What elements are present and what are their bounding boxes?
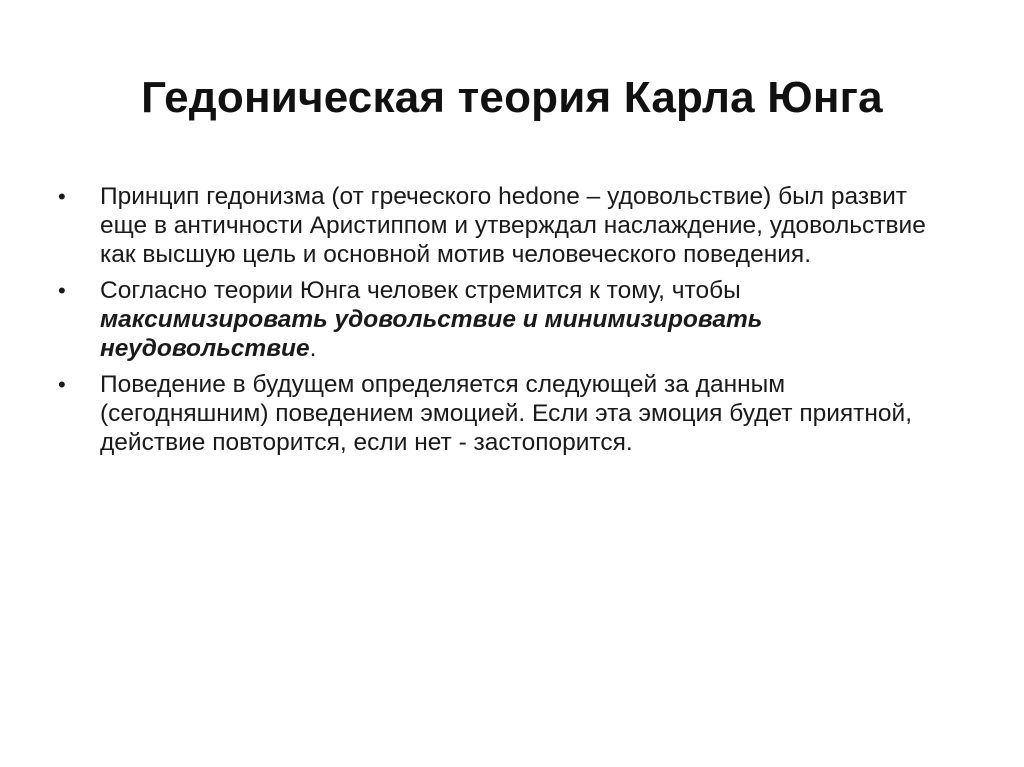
bullet-list (58, 182, 938, 464)
bullet-text: Поведение в будущем определяется следующей за данным (сегодняшним) поведением эмоцией. Если эта эмоция будет приятной, действие повторится, если нет - застопорится. (100, 371, 913, 456)
bullet-item-2 (58, 276, 938, 363)
bullet-marker: • (58, 278, 66, 303)
bullet-marker: • (58, 372, 66, 397)
bullet-emphasis: максимизировать удовольствие и минимизировать неудовольствие (100, 306, 763, 362)
bullet-item-1 (58, 182, 938, 269)
bullet-marker: • (58, 184, 66, 209)
slide-title: Гедоническая теория Карла Юнга (141, 73, 883, 122)
bullet-text: Согласно теории Юнга человек стремится к тому, чтобы (100, 277, 741, 304)
bullet-item-3 (58, 370, 938, 457)
bullet-text-end: . (309, 335, 317, 362)
bullet-text: Принцип гедонизма (от греческого hedone – удовольствие) был развит еще в античности Аристиппом и утверждал наслаждение, удовольствие как высшую цель и основной мотив человеческого поведения. (100, 183, 926, 268)
